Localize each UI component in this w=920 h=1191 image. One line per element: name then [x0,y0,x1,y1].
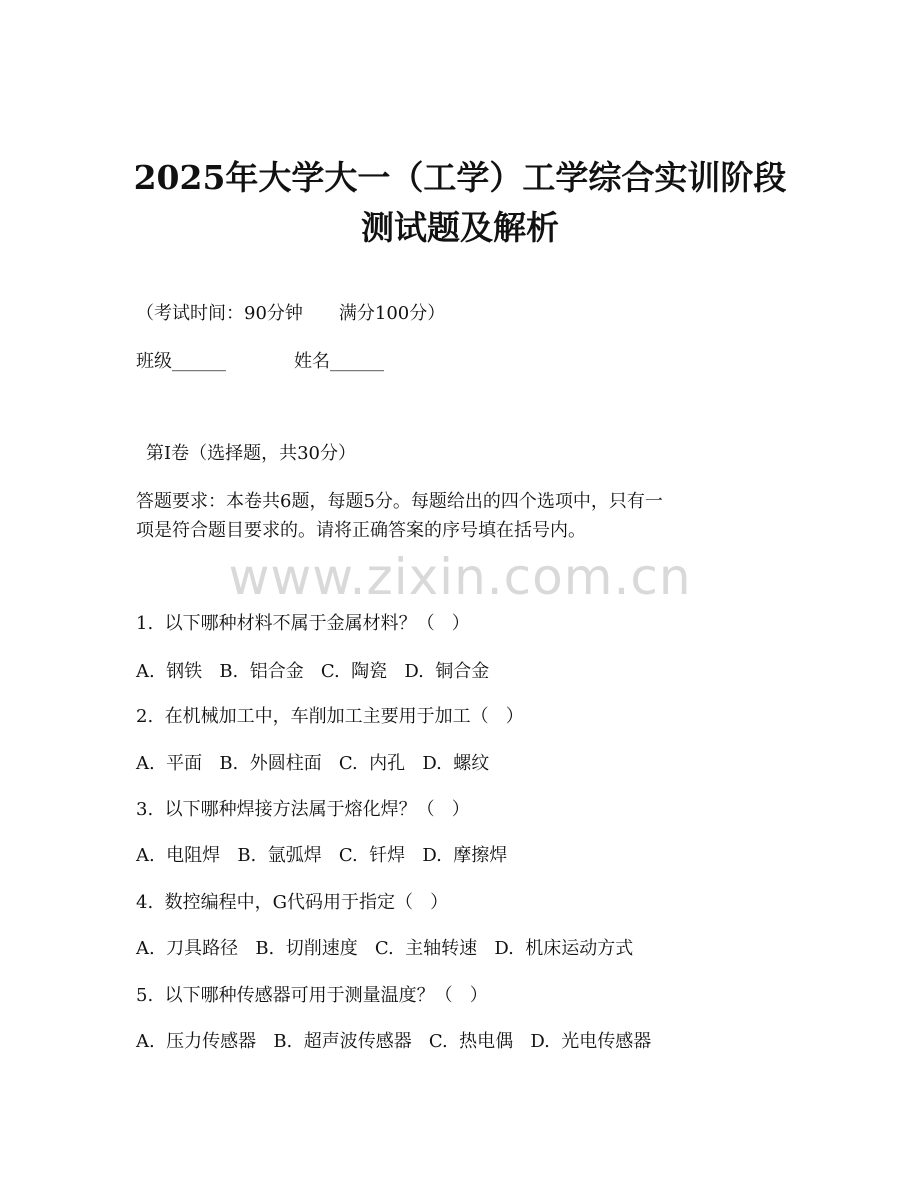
question-stem: 5. 以下哪种传感器可用于测量温度？（ ） [136,985,488,1006]
question-options: A. 压力传感器 B. 超声波传感器 C. 热电偶 D. 光电传感器 [136,1031,652,1052]
class-field-label: 班级______ [136,351,226,372]
question-options: A. 平面 B. 外圆柱面 C. 内孔 D. 螺纹 [136,753,490,774]
instructions-line-1: 答题要求：本卷共6题，每题5分。每题给出的四个选项中，只有一 [136,491,663,512]
instructions-line-2: 项是符合题目要求的。请将正确答案的序号填在括号内。 [136,520,586,541]
watermark-text: www.zixin.com.cn [228,548,692,606]
question-options: A. 刀具路径 B. 切削速度 C. 主轴转速 D. 机床运动方式 [136,938,634,959]
exam-info: （考试时间：90分钟 满分100分） [136,303,446,324]
question-stem: 4. 数控编程中，G代码用于指定（ ） [136,892,449,913]
document-title-line-1: 2025年大学大一（工学）工学综合实训阶段 [133,158,787,197]
question-options: A. 钢铁 B. 铝合金 C. 陶瓷 D. 铜合金 [136,661,490,682]
question-stem: 2. 在机械加工中，车削加工主要用于加工（ ） [136,706,524,727]
question-stem: 3. 以下哪种焊接方法属于熔化焊？（ ） [136,799,470,820]
question-stem: 1. 以下哪种材料不属于金属材料？（ ） [136,613,470,634]
name-field-label: 姓名______ [294,351,384,372]
question-options: A. 电阻焊 B. 氩弧焊 C. 钎焊 D. 摩擦焊 [136,845,508,866]
document-title-line-2: 测试题及解析 [361,208,559,247]
section-heading: 第Ⅰ卷（选择题，共30分） [146,443,357,464]
